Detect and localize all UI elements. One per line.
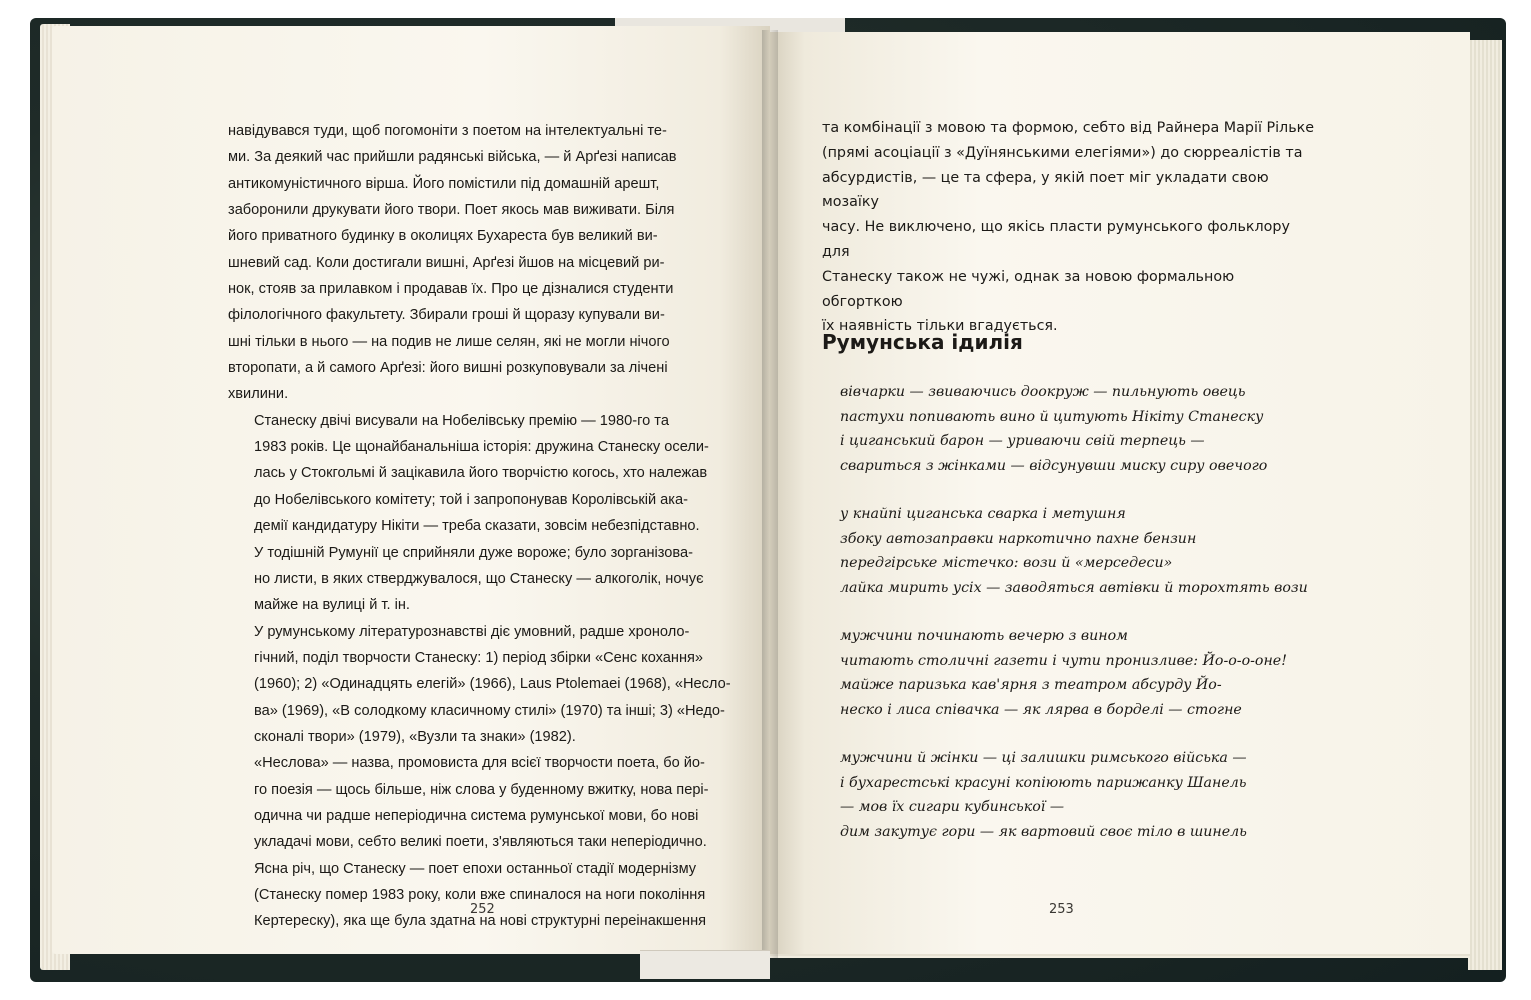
poem-line: майже паризька кав'ярня з театром абсурду Йо- <box>840 677 1222 693</box>
text-line: но листи, в яких стверджувалося, що Станеску — алкоголік, ночує <box>254 570 704 587</box>
paragraph <box>228 750 770 855</box>
text-line: до Нобелівського комітету; той і запропонував Королівській ака- <box>254 491 688 508</box>
text-line: У тодішній Румунії це сприйняли дуже вороже; було зорганізова- <box>254 544 693 561</box>
text-line: ми. За деякий час прийшли радянські війська, — й Арґезі написав <box>228 149 677 166</box>
text-line: Станеску також не чужі, однак за новою формальною обгорткою <box>822 268 1235 310</box>
text-line: навідувався туди, щоб погомоніти з поетом на інтелектуальні те- <box>228 123 667 139</box>
paragraph <box>228 619 770 751</box>
text-line: антикомуністичного вірша. Його помістили під домашній арешт, <box>228 175 660 192</box>
poem-line: і бухарестські красуні копіюють парижанку Шанель <box>840 774 1247 791</box>
book-gutter <box>762 30 778 958</box>
poem-line: і циганський барон — уриваючи свій терпець — <box>840 433 1205 449</box>
text-line: укладачі мови, себто великі поети, з'являються таки неперіодично. <box>254 834 707 851</box>
text-line: хвилини. <box>228 386 289 403</box>
text-line: та комбінації з мовою та формою, себто від Райнера Марії Рільке <box>822 120 1315 136</box>
poem-line: неско і лиса співачка — як лярва в борделі — стогне <box>840 701 1242 718</box>
text-line: (Станеску помер 1983 року, коли вже спиналося на ноги покоління <box>254 886 706 903</box>
bookmark-ribbon-bottom <box>640 950 770 979</box>
text-line: «Неслова» — назва, промовиста для всієї творчости поета, бо йо- <box>254 755 705 772</box>
text-line: їх наявність тільки вгадується. <box>822 318 1058 335</box>
page-number-right: 253 <box>1049 902 1074 917</box>
left-page-body-text <box>228 118 770 935</box>
text-line: філологічного факультету. Збирали гроші й щоразу купували ви- <box>228 307 665 324</box>
text-line: 1983 років. Це щонайбанальніша історія: дружина Станеску осели- <box>254 439 709 456</box>
text-line: (1960); 2) «Одинадцять елегій» (1966), Laus Ptolemaei (1968), «Несло- <box>254 676 731 693</box>
text-line: (прямі асоціації з «Дуїнянськими елегіями») до сюрреалістів та <box>822 144 1303 161</box>
text-line: второпати, а й самого Арґезі: його вишні розкуповували за лічені <box>228 360 668 377</box>
text-line: одична чи радше неперіодична система румунської мови, бо нові <box>254 807 699 824</box>
text-line: Станеску двічі висували на Нобелівську премію — 1980-го та <box>254 412 669 429</box>
poem-line: мужчини й жінки — ці залишки римського війська — <box>840 750 1247 766</box>
poem-stanza <box>840 380 1340 478</box>
paragraph <box>228 408 770 619</box>
poem-line: дим закутує гори — як вартовий своє тіло в шинель <box>840 823 1247 840</box>
poem-stanza <box>840 624 1340 722</box>
text-line: майже на вулиці й т. ін. <box>254 597 410 614</box>
poem-line: лайка мирить усіх — заводяться автівки й торохтять вози <box>840 579 1308 596</box>
poem-line: мужчини починають вечерю з вином <box>840 628 1128 644</box>
poem <box>840 380 1340 868</box>
text-line: демії кандидатуру Нікіти — треба сказати, зовсім небезпідставно. <box>254 518 700 535</box>
text-line: лась у Стокгольмі й зацікавила його творчістю когось, хто належав <box>254 465 708 482</box>
section-title: Румунська ідилія <box>822 330 1023 354</box>
paragraph <box>228 118 770 408</box>
text-line: гічний, поділ творчости Станеску: 1) період збірки «Сенс кохання» <box>254 649 704 666</box>
page-number-left: 252 <box>470 902 495 917</box>
poem-line: вівчарки — звиваючись доокруж — пильнують овець <box>840 384 1246 400</box>
text-line: Ясна річ, що Станеску — поет епохи останньої стадії модернізму <box>254 860 697 877</box>
text-line: абсурдистів, — це та сфера, у якій поет міг укладати свою мозаїку <box>822 169 1269 211</box>
text-line: ва» (1969), «В солодкому класичному стилі» (1970) та інші; 3) «Недо- <box>254 702 725 719</box>
poem-line: свариться з жінками — відсунувши миску сиру овечого <box>840 457 1268 474</box>
text-line: Кертереску), яка ще була здатна на нові структурні переінакшення <box>254 913 707 930</box>
text-line: сконалі твори» (1979), «Вузли та знаки» (1982). <box>254 728 576 745</box>
right-page-intro-text <box>822 116 1318 339</box>
text-line: нок, стояв за прилавком і продавав їх. Про це дізналися студенти <box>228 281 674 298</box>
text-line: часу. Не виключено, що якісь пласти румунського фольклору для <box>822 219 1290 260</box>
poem-line: читають столичні газети і чути пронизливе: Йо-о-о-оне! <box>840 652 1287 669</box>
poem-line: збоку автозаправки наркотично пахне бензин <box>840 530 1197 547</box>
poem-line: пастухи попивають вино й цитують Нікіту Станеску <box>840 408 1264 425</box>
poem-stanza <box>840 502 1340 600</box>
text-line: го поезія — щось більше, ніж слова у буденному вжитку, нова пері- <box>254 781 709 798</box>
text-line: шневий сад. Коли достигали вишні, Арґезі йшов на місцевий ри- <box>228 254 665 271</box>
text-line: його приватного будинку в околицях Бухареста був великий ви- <box>228 228 658 245</box>
poem-stanza <box>840 746 1340 844</box>
text-line: шні тільки в нього — на подив не лише селян, які не могли нічого <box>228 333 670 350</box>
page-edges-right <box>1468 40 1502 970</box>
right-page <box>770 32 1470 954</box>
paragraph <box>228 856 770 935</box>
text-line: У румунському літературознавстві діє умовний, радше хроноло- <box>254 623 690 640</box>
poem-line: — мов їх сигари кубинської — <box>840 799 1065 815</box>
poem-line: передгірське містечко: вози й «мерседеси» <box>840 555 1173 571</box>
text-line: заборонили друкувати його твори. Поет якось мав виживати. Біля <box>228 202 675 219</box>
poem-line: у кнайпі циганська сварка і метушня <box>840 506 1126 522</box>
left-page <box>52 26 770 954</box>
